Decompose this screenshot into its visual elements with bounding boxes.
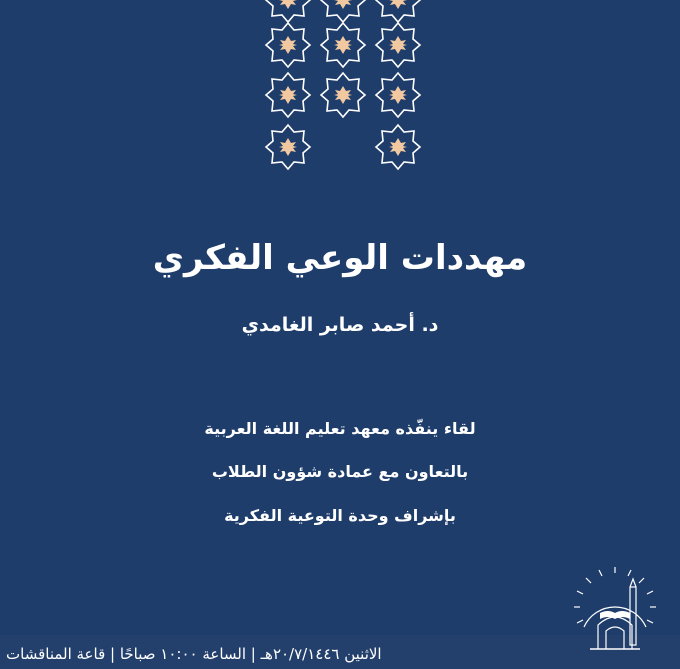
- university-emblem-icon: [570, 565, 660, 655]
- poster-title: مهددات الوعي الفكري: [152, 238, 528, 278]
- info-line-supervision: بإشراف وحدة التوعية الفكرية: [224, 506, 456, 525]
- speaker-name: د. أحمد صابر الغامدي: [241, 314, 439, 336]
- info-line-organizer: لقاء ينفّذه معهد تعليم اللغة العربية: [204, 419, 476, 438]
- event-details: الاثنين ٢٠/٧/١٤٤٦هـ | الساعة ١٠:٠٠ صباحًا | قاعة المناقشات: [6, 645, 382, 663]
- info-line-cooperation: بالتعاون مع عمادة شؤون الطلاب: [211, 462, 469, 481]
- islamic-star-pattern-icon: [255, 0, 435, 180]
